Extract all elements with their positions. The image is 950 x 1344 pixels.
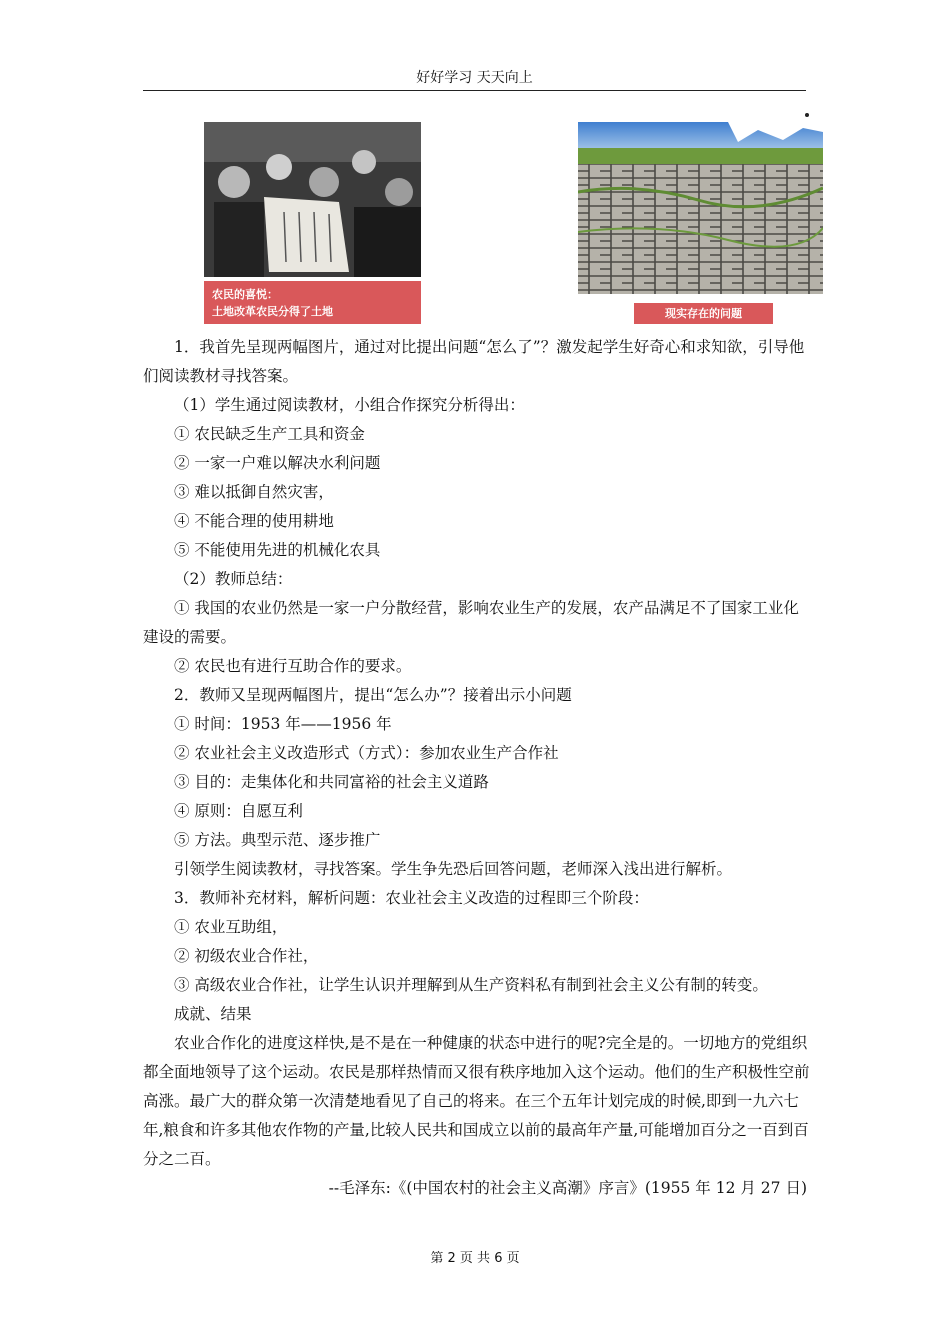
list-item: ② 一家一户难以解决水利问题 [174,454,381,472]
list-item: ⑤ 不能使用先进的机械化农具 [174,541,381,559]
list-item: ④ 不能合理的使用耕地 [174,512,334,530]
document-body [143,333,813,1203]
list-item: ⑤ 方法。典型示范、逐步推广 [174,831,381,849]
photo-peasants-land-reform [204,122,421,277]
list-item: ② 农民也有进行互助合作的要求。 [174,657,412,675]
photo-peasants-illustration [204,122,421,277]
caption-line-1: 农民的喜悦： [212,288,278,301]
list-item: ③ 难以抵御自然灾害， [174,483,334,501]
quote-paragraph: 农业合作化的进度这样快,是不是在一种健康的状态中进行的呢?完全是的。一切地方的党组织都全面地领导了这个运动。农民是那样热情而又很有秩序地加入这个运动。他们的生产积极性空前高涨。最广大的群众第一次清楚地看见了自己的将来。在三个五年计划完成的时候,即到一九六七年,粮食和许多其他农作物的产量,比较人民共和国成立以前的最高年产量,可能增加百分之一百到百分之二百。 [143,1034,810,1168]
section-heading: 成就、结果 [174,1005,252,1023]
paragraph-step-1: 1．我首先呈现两幅图片，通过对比提出问题“怎么了”？激发起学生好奇心和求知欲，引导他们阅读教材寻找答案。 [143,338,805,385]
list-item: ② 初级农业合作社， [174,947,319,965]
paragraph-sub-2: （2）教师总结： [174,570,293,588]
caption-line-2: 土地改革农民分得了土地 [212,305,333,318]
paragraph-step-2: 2．教师又呈现两幅图片，提出“怎么办”？接着出示小问题 [174,686,572,704]
photo-cracked-land [578,122,823,294]
photo-cracked-land-illustration [578,122,823,294]
list-item: ③ 目的：走集体化和共同富裕的社会主义道路 [174,773,489,791]
list-item: ③ 高级农业合作社，让学生认识并理解到从生产资料私有制到社会主义公有制的转变。 [174,976,768,994]
page-number: 第 2 页 共 6 页 [430,1251,520,1266]
list-item: ① 我国的农业仍然是一家一户分散经营，影响农业生产的发展，农产品满足不了国家工业化建设的需要。 [143,599,799,646]
list-item: ① 农民缺乏生产工具和资金 [174,425,365,443]
list-item: ② 农业社会主义改造形式（方式）：参加农业生产合作社 [174,744,559,762]
header-dot [805,113,809,117]
list-item: ① 时间：1953 年——1956 年 [174,715,392,733]
quote-source: --毛泽东:《(中国农村的社会主义高潮》序言》(1955 年 12 月 27 日) [328,1179,807,1197]
list-item: ④ 原则：自愿互利 [174,802,303,820]
list-item: ① 农业互助组， [174,918,288,936]
paragraph-step-3: 3．教师补充材料，解析问题：农业社会主义改造的过程即三个阶段： [174,889,649,907]
photo-caption-right: 现实存在的问题 [634,303,773,324]
paragraph-sub-1: （1）学生通过阅读教材，小组合作探究分析得出： [174,396,525,414]
photo-caption-left [204,281,421,324]
page-header: 好好学习 天天向上 [143,68,806,91]
paragraph-guide: 引领学生阅读教材，寻找答案。学生争先恐后回答问题，老师深入浅出进行解析。 [174,860,733,878]
